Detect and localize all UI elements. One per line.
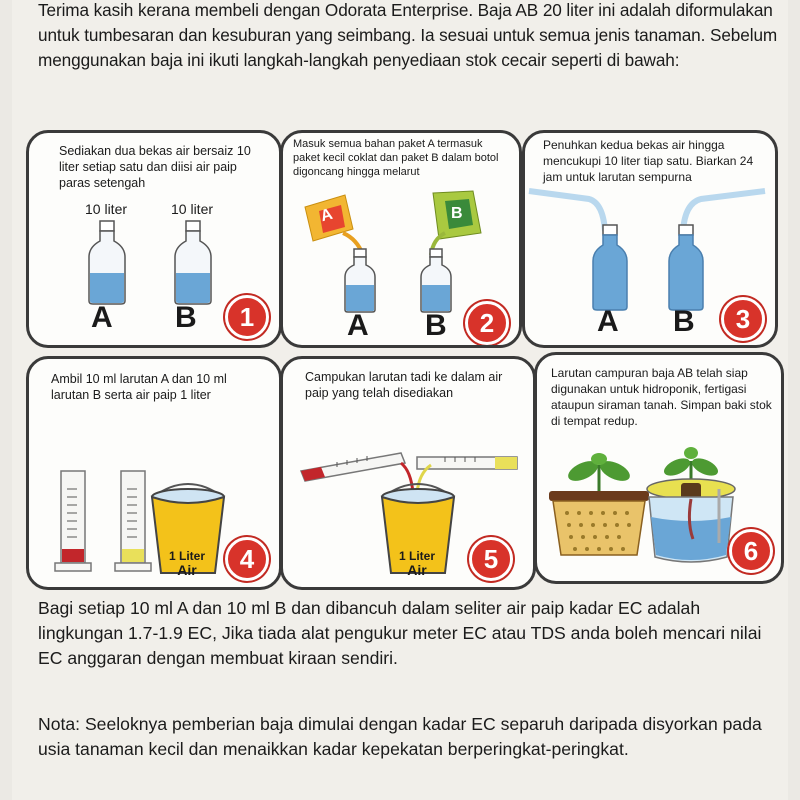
bottle-b-full-icon: [667, 225, 705, 311]
step-5-panel: [280, 356, 536, 590]
step-5-bucket-line2: Air: [407, 562, 427, 578]
ec-info-paragraph: Bagi setiap 10 ml A dan 10 ml B dan dibancuh dalam seliter air paip kadar EC adalah lingkungan 1.7-1.9 EC, Jika tiada alat pengukur meter EC atau TDS anda boleh mencari nilai EC anggaran dengan membuat kiraan sendiri.: [38, 598, 762, 668]
step-6-caption: Larutan campuran baja AB telah siap digunakan untuk hidroponik, fertigasi ataupun siraman tanah. Simpan baki stok di tempat redup.: [551, 366, 772, 428]
step-3-label-a: A: [597, 305, 619, 338]
step-4-bucket-line1: 1 Liter: [168, 549, 205, 563]
bottle-a-icon: [343, 249, 377, 313]
step-2-panel: [280, 130, 522, 348]
step-4-caption: Ambil 10 ml larutan A dan 10 ml larutan B serta air paip 1 liter: [51, 372, 227, 402]
step-5-bucket-line1: 1 Liter: [398, 549, 435, 563]
step-1-volume-b: 10 liter: [171, 201, 214, 217]
intro-paragraph: Terima kasih kerana membeli dengan Odorata Enterprise. Baja AB 20 liter ini adalah diformulakan untuk tumbesaran dan kesuburan yang seimbang. Ia sesuai untuk semua jenis tanaman. Sebelum menggunakan baja ini ikuti langkah-langkah penyediaan stok cecair seperti di bawah:: [38, 0, 778, 70]
instruction-sheet: [12, 0, 788, 800]
step-4-panel: [26, 356, 282, 590]
step-2-label-a: A: [347, 309, 369, 342]
step-3-label-b: B: [673, 305, 695, 338]
bottle-a-icon: [87, 221, 127, 305]
step-1-label-b: B: [175, 301, 197, 334]
step-4-number-badge: 4: [225, 537, 269, 581]
step-2-caption: Masuk semua bahan paket A termasuk paket kecil coklat dan paket B dalam botol digoncang hingga melarut: [293, 138, 499, 178]
step-2-label-b: B: [425, 309, 447, 342]
measuring-cylinder-a-icon: [53, 469, 93, 573]
step-5-caption: Campukan larutan tadi ke dalam air paip yang telah disediakan: [305, 370, 503, 400]
bottle-a-full-icon: [591, 225, 629, 311]
packet-b-label: B: [451, 205, 463, 222]
step-1-label-a: A: [91, 301, 113, 334]
step-1-volume-a: 10 liter: [85, 201, 128, 217]
potted-plant-icon: [547, 451, 651, 561]
step-6-number-badge: 6: [729, 529, 773, 573]
step-2-number-badge: 2: [465, 301, 509, 345]
bottle-b-icon: [419, 249, 453, 313]
bottle-b-icon: [173, 221, 213, 305]
step-4-bucket-line2: Air: [177, 562, 197, 578]
hydroponic-tank-icon: [645, 443, 737, 565]
step-3-number-badge: 3: [721, 297, 765, 341]
step-1-panel: [26, 130, 282, 348]
step-6-panel: [534, 352, 784, 584]
step-3-panel: [522, 130, 778, 348]
note-paragraph: Nota: Seeloknya pemberian baja dimulai dengan kadar EC separuh daripada disyorkan pada usia tanaman kecil dan menaikkan kadar kepekatan berperingkat-peringkat.: [38, 714, 762, 759]
step-5-number-badge: 5: [469, 537, 513, 581]
step-1-caption: Sediakan dua bekas air bersaiz 10 liter setiap satu dan diisi air paip paras setengah: [59, 144, 251, 190]
packet-a-label: A: [318, 205, 335, 226]
step-3-caption: Penuhkan kedua bekas air hingga mencukupi 10 liter tiap satu. Biarkan 24 jam untuk larutan sempurna: [543, 138, 754, 184]
step-1-number-badge: 1: [225, 295, 269, 339]
